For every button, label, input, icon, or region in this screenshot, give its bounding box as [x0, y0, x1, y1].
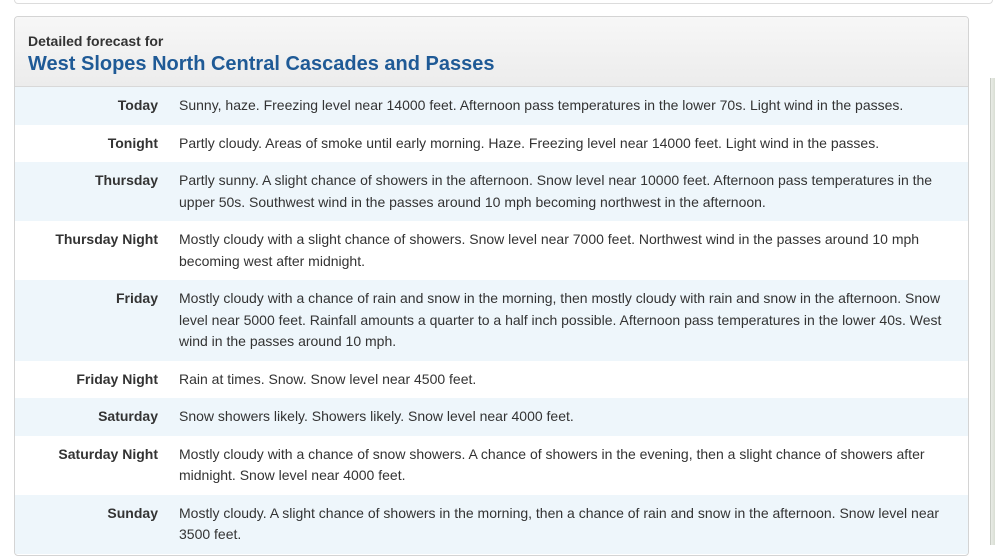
forecast-row-saturday [15, 398, 968, 436]
forecast-row-friday-night [15, 361, 968, 399]
period-forecast-text: Partly cloudy. Areas of smoke until early morning. Haze. Freezing level near 14000 feet. Light wind in the passes. [179, 134, 880, 151]
zone-title: West Slopes North Central Cascades and Passes [28, 53, 495, 75]
period-label: Friday Night [76, 370, 158, 387]
period-label: Saturday [98, 408, 158, 424]
header-subtitle: Detailed forecast for [28, 33, 164, 49]
period-label: Thursday [94, 172, 158, 188]
forecast-row-saturday-night [15, 436, 968, 495]
panel-header [15, 17, 968, 87]
previous-panel-edge [14, 0, 993, 4]
period-forecast-text: Snow showers likely. Showers likely. Snow level near 4000 feet. [179, 408, 574, 424]
period-forecast-text: Rain at times. Snow. Snow level near 4500 feet. [179, 370, 477, 387]
forecast-row-thursday-night [15, 221, 968, 280]
period-forecast-text: Mostly cloudy with a slight chance of showers. Snow level near 7000 feet. Northwest wind in the passes around 10 mph becoming west after midnight. [179, 231, 920, 269]
period-label: Today [117, 97, 158, 113]
forecast-row-today [15, 87, 968, 125]
forecast-list [15, 87, 968, 554]
period-label: Friday [115, 290, 158, 306]
period-label: Tonight [107, 134, 158, 151]
map-edge [990, 78, 995, 545]
period-forecast-text: Partly sunny. A slight chance of showers in the afternoon. Snow level near 10000 feet. Afternoon pass temperatures in the upper 50s. Southwest wind in the passes around 10 mph becoming northwest in the afternoon. [179, 172, 933, 210]
forecast-row-friday [15, 280, 968, 361]
period-forecast-text: Mostly cloudy with a chance of rain and snow in the morning, then mostly cloudy with rain and snow in the afternoon. Snow level near 5000 feet. Rainfall amounts a quarter to a half inch possible. Afternoon pass temperatures in the lower 40s. West wind in the passes around 10 mph. [179, 290, 942, 349]
period-label: Sunday [107, 504, 158, 521]
period-forecast-text: Sunny, haze. Freezing level near 14000 feet. Afternoon pass temperatures in the lower 70s. Light wind in the passes. [179, 97, 904, 113]
forecast-row-tonight [15, 125, 968, 163]
forecast-row-thursday [15, 162, 968, 221]
period-label: Saturday Night [58, 445, 158, 462]
period-forecast-text: Mostly cloudy. A slight chance of showers in the morning, then a chance of rain and snow in the afternoon. Snow level near 3500 feet. [179, 504, 940, 542]
detailed-forecast-panel [14, 16, 969, 556]
period-forecast-text: Mostly cloudy with a chance of snow showers. A chance of showers in the evening, then a slight chance of showers after midnight. Snow level near 4000 feet. [179, 445, 925, 483]
period-label: Thursday Night [55, 231, 158, 247]
